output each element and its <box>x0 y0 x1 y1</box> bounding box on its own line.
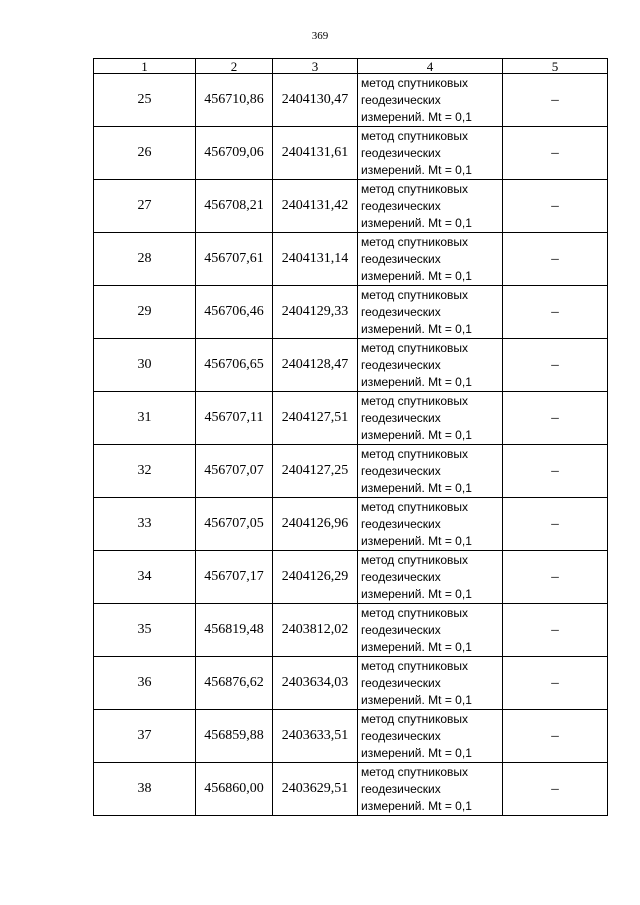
table-row <box>94 710 608 763</box>
method-line: измерений. Mt = 0,1 <box>361 745 472 760</box>
point-number: 25 <box>94 74 196 127</box>
table-header-row <box>94 59 608 74</box>
method-line: геодезических <box>361 145 441 160</box>
coordinate-y: 2403812,02 <box>273 604 358 657</box>
method-description <box>358 763 503 816</box>
table-row <box>94 286 608 339</box>
column-5-value: – <box>503 286 608 339</box>
table-row <box>94 657 608 710</box>
method-line: измерений. Mt = 0,1 <box>361 427 472 442</box>
method-line: геодезических <box>361 251 441 266</box>
table-row <box>94 74 608 127</box>
column-5-value: – <box>503 180 608 233</box>
method-line: измерений. Mt = 0,1 <box>361 215 472 230</box>
table-row <box>94 763 608 816</box>
method-line: геодезических <box>361 622 441 637</box>
coordinate-y: 2404129,33 <box>273 286 358 339</box>
method-line: метод спутниковых <box>361 446 469 461</box>
method-line: измерений. Mt = 0,1 <box>361 162 472 177</box>
method-line: измерений. Mt = 0,1 <box>361 374 472 389</box>
point-number: 34 <box>94 551 196 604</box>
point-number: 35 <box>94 604 196 657</box>
method-line: измерений. Mt = 0,1 <box>361 533 472 548</box>
method-line: измерений. Mt = 0,1 <box>361 109 472 124</box>
method-line: геодезических <box>361 410 441 425</box>
point-number: 37 <box>94 710 196 763</box>
column-5-value: – <box>503 604 608 657</box>
table-row <box>94 604 608 657</box>
page-number: 369 <box>311 30 329 42</box>
table-row <box>94 180 608 233</box>
column-header: 3 <box>273 59 358 74</box>
method-line: измерений. Mt = 0,1 <box>361 268 472 283</box>
method-description <box>358 286 503 339</box>
method-description <box>358 392 503 445</box>
table-row <box>94 498 608 551</box>
method-line: метод спутниковых <box>361 393 469 408</box>
coordinate-y: 2404131,42 <box>273 180 358 233</box>
column-header: 1 <box>94 59 196 74</box>
point-number: 33 <box>94 498 196 551</box>
column-5-value: – <box>503 551 608 604</box>
method-description <box>358 445 503 498</box>
column-header: 5 <box>503 59 608 74</box>
method-line: метод спутниковых <box>361 552 469 567</box>
method-line: метод спутниковых <box>361 764 469 779</box>
method-line: измерений. Mt = 0,1 <box>361 321 472 336</box>
method-line: измерений. Mt = 0,1 <box>361 639 472 654</box>
coordinate-y: 2404131,61 <box>273 127 358 180</box>
column-5-value: – <box>503 339 608 392</box>
method-line: метод спутниковых <box>361 234 469 249</box>
coordinate-x: 456707,61 <box>196 233 273 286</box>
method-line: геодезических <box>361 357 441 372</box>
table-row <box>94 551 608 604</box>
point-number: 28 <box>94 233 196 286</box>
method-line: геодезических <box>361 569 441 584</box>
coordinate-y: 2404126,96 <box>273 498 358 551</box>
coordinate-x: 456706,65 <box>196 339 273 392</box>
table-row <box>94 339 608 392</box>
column-5-value: – <box>503 763 608 816</box>
coordinate-y: 2404127,25 <box>273 445 358 498</box>
point-number: 30 <box>94 339 196 392</box>
column-5-value: – <box>503 233 608 286</box>
method-line: метод спутниковых <box>361 340 469 355</box>
method-description <box>358 180 503 233</box>
method-description <box>358 74 503 127</box>
column-5-value: – <box>503 392 608 445</box>
coordinate-x: 456706,46 <box>196 286 273 339</box>
table-row <box>94 392 608 445</box>
table-row <box>94 445 608 498</box>
coordinate-x: 456859,88 <box>196 710 273 763</box>
coordinate-x: 456876,62 <box>196 657 273 710</box>
column-header: 2 <box>196 59 273 74</box>
point-number: 27 <box>94 180 196 233</box>
method-line: метод спутниковых <box>361 75 469 90</box>
method-description <box>358 233 503 286</box>
method-line: геодезических <box>361 516 441 531</box>
point-number: 36 <box>94 657 196 710</box>
coordinate-y: 2403629,51 <box>273 763 358 816</box>
method-description <box>358 127 503 180</box>
method-description <box>358 604 503 657</box>
column-5-value: – <box>503 498 608 551</box>
method-line: метод спутниковых <box>361 287 469 302</box>
column-5-value: – <box>503 74 608 127</box>
point-number: 29 <box>94 286 196 339</box>
method-line: метод спутниковых <box>361 605 469 620</box>
coordinate-x: 456819,48 <box>196 604 273 657</box>
coordinate-x: 456707,17 <box>196 551 273 604</box>
column-5-value: – <box>503 127 608 180</box>
column-5-value: – <box>503 445 608 498</box>
coordinate-x: 456708,21 <box>196 180 273 233</box>
method-line: метод спутниковых <box>361 128 469 143</box>
method-line: измерений. Mt = 0,1 <box>361 798 472 813</box>
method-line: метод спутниковых <box>361 711 469 726</box>
column-5-value: – <box>503 710 608 763</box>
coordinate-y: 2404127,51 <box>273 392 358 445</box>
method-line: измерений. Mt = 0,1 <box>361 586 472 601</box>
table-row <box>94 233 608 286</box>
method-description <box>358 657 503 710</box>
coordinate-y: 2404130,47 <box>273 74 358 127</box>
method-line: измерений. Mt = 0,1 <box>361 692 472 707</box>
point-number: 26 <box>94 127 196 180</box>
method-line: геодезических <box>361 92 441 107</box>
coordinate-y: 2403634,03 <box>273 657 358 710</box>
method-line: геодезических <box>361 728 441 743</box>
point-number: 32 <box>94 445 196 498</box>
coordinate-x: 456860,00 <box>196 763 273 816</box>
method-line: метод спутниковых <box>361 499 469 514</box>
point-number: 38 <box>94 763 196 816</box>
coordinate-y: 2404131,14 <box>273 233 358 286</box>
coordinate-x: 456707,05 <box>196 498 273 551</box>
coordinate-x: 456709,06 <box>196 127 273 180</box>
method-line: геодезических <box>361 198 441 213</box>
coordinate-y: 2404128,47 <box>273 339 358 392</box>
coordinate-x: 456707,07 <box>196 445 273 498</box>
method-line: метод спутниковых <box>361 658 469 673</box>
method-description <box>358 339 503 392</box>
method-line: геодезических <box>361 781 441 796</box>
method-line: измерений. Mt = 0,1 <box>361 480 472 495</box>
point-number: 31 <box>94 392 196 445</box>
coordinate-y: 2403633,51 <box>273 710 358 763</box>
method-description <box>358 498 503 551</box>
column-5-value: – <box>503 657 608 710</box>
coordinate-x: 456710,86 <box>196 74 273 127</box>
method-line: геодезических <box>361 675 441 690</box>
method-line: метод спутниковых <box>361 181 469 196</box>
method-line: геодезических <box>361 463 441 478</box>
method-description <box>358 710 503 763</box>
column-header: 4 <box>358 59 503 74</box>
method-description <box>358 551 503 604</box>
coordinates-table <box>93 58 608 816</box>
coordinate-x: 456707,11 <box>196 392 273 445</box>
table-row <box>94 127 608 180</box>
method-line: геодезических <box>361 304 441 319</box>
coordinate-y: 2404126,29 <box>273 551 358 604</box>
